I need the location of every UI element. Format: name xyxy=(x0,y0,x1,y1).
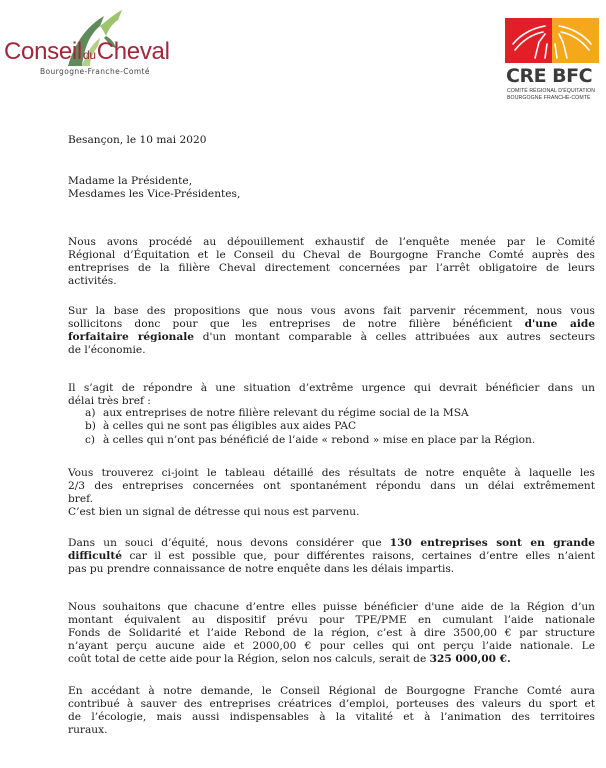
logo-acronym: CRE BFC xyxy=(506,65,593,87)
logo-title: ConseilduCheval xyxy=(4,38,170,65)
emphasis-aid: d'une aide xyxy=(524,318,595,330)
paragraph-equity: Dans un souci d’équité, nous devons considérer que 130 entreprises sont en grande difficulté car il est possible que, pour différentes raisons, certaines d’entre elles n’aient pas pu prendre connaissance de notre enquête dans les délais impartis. xyxy=(68,537,595,575)
logo-line-2: BOURGOGNE FRANCHE-COMTÉ xyxy=(507,95,591,101)
horse-heads-icon xyxy=(505,18,599,63)
logo-subtitle: Bourgogne-Franche-Comté xyxy=(40,67,150,76)
paragraph-request: Sur la base des propositions que nous vous avons fait parvenir récemment, nous vous sollicitons donc pour que les entreprises de notre filière bénéficient d'une aide forfaitaire régionale d'un montant comparable à celles attribuées aux autres secteurs de l'économie. xyxy=(68,305,596,356)
emphasis-regional: forfaitaire régionale xyxy=(68,331,194,343)
paragraph-conclusion: En accédant à notre demande, le Conseil Régional de Bourgogne Franche Comté aura contribué à sauver des entreprises créatrices d’emploi, porteuses des valeurs du sport et de l’écologie, mais aussi indispensables à la vitalité et à l’animation des territoires ruraux. xyxy=(68,685,595,736)
paragraph-results: Vous trouverez ci-joint le tableau détaillé des résultats de notre enquête à laquelle les 2/3 des entreprises concernées ont spontanément répondu dans un délai extrêmement bref. C’est bien un signal de détresse qui nous est parvenu. xyxy=(68,467,595,518)
list-item: c) à celles qui n’ont pas bénéficié de l’aide « rebond » mise en place par la Région. xyxy=(85,433,536,446)
cre-bfc-logo xyxy=(505,18,599,104)
letter-date: Besançon, le 10 mai 2020 xyxy=(68,134,207,146)
paragraph-urgency: Il s’agit de répondre à une situation d’extrême urgence qui devrait bénéficier dans un délai très bref : xyxy=(68,382,595,407)
logo-line-1: COMITÉ RÉGIONAL D'ÉQUITATION xyxy=(507,88,596,94)
list-item: a) aux entreprises de notre filière relevant du régime social de la MSA xyxy=(85,407,469,419)
list-item: b) à celles qui ne sont pas éligibles aux aides PAC xyxy=(85,420,357,433)
paragraph-survey: Nous avons procédé au dépouillement exhaustif de l’enquête menée par le Comité Régional d’Équitation et le Conseil du Cheval de Bourgogne Franche Comté auprès des entreprises de la filière Cheval directement concernées par l’arrêt obligatoire de leurs activités. xyxy=(68,236,595,287)
paragraph-amount: Nous souhaitons que chacune d’entre elles puisse bénéficier d'une aide de la Région d’un montant équivalent au dispositif prévu pour TPE/PME en cumulant l’aide nationale Fonds de Solidarité et l’aide Rebond de la région, c’est à dire 3500,00 € par structure n’ayant perçu aucune aide et 2000,00 € pour celles qui ont perçu l’aide nationale. Le coût total de cette aide pour la Région, selon nos calculs, serait de 325 000,00 €. xyxy=(68,601,595,665)
emphasis-total: 325 000,00 € xyxy=(429,653,507,665)
beneficiary-list xyxy=(85,407,535,447)
salutation: Madame la Présidente, Mesdames les Vice-Présidentes, xyxy=(68,175,241,200)
emphasis-count: 130 entreprises sont en grande xyxy=(389,537,595,549)
conseil-du-cheval-logo xyxy=(2,8,192,80)
